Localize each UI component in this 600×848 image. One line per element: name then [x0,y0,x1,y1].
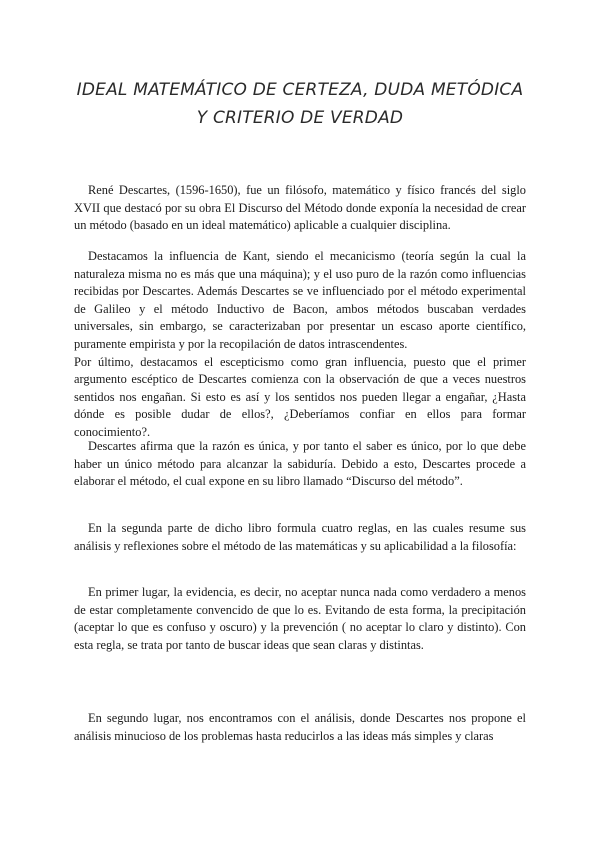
paragraph-text: Por último, destacamos el escepticismo como gran influencia, puesto que el primer argumento escéptico de Descartes comienza con la observación de que a veces nuestros sentidos nos engañan. Si esto es así y los sentidos nos pueden llegar a engañar, ¿Hasta dónde es posible dudar de ellos?, ¿Deberíamos confiar en ellos para formar conocimiento?. [74,354,526,439]
paragraph-reason [74,438,526,491]
paragraph-text: Destacamos la influencia de Kant, siendo el mecanicismo (teoría según la cual la naturaleza misma no es más que una máquina); y el uso puro de la razón como influencias recibidas por Descartes. Además Descartes se ve influenciado por el método experimental de Galileo y el método Inductivo de Bacon, ambos métodos buscaban verdades universales, sin embargo, se caracterizaban por presentar un escaso aporte científico, puramente empirista y por la recopilación de datos intrascendentes. [74,249,526,351]
paragraph-intro [74,182,526,235]
paragraph-rules-intro [74,520,526,555]
paragraph-text: En primer lugar, la evidencia, es decir, no aceptar nunca nada como verdadero a menos de estar completamente convencido de que lo es. Evitando de esta forma, la precipitación (aceptar lo que es confuso y oscuro) y la prevención ( no aceptar lo claro y distinto). Con esta regla, se trata por tanto de buscar ideas que sean claras y distintas. [74,585,526,652]
title-line-1: IDEAL MATEMÁTICO DE CERTEZA, DUDA METÓDICA [76,80,524,100]
paragraph-influences [74,248,526,442]
paragraph-rule-analysis [74,710,526,745]
title-line-2: Y CRITERIO DE VERDAD [196,108,404,128]
paragraph-text: René Descartes, (1596-1650), fue un filósofo, matemático y físico francés del siglo XVII que destacó por su obra El Discurso del Método donde exponía la necesidad de crear un método (basado en un ideal matemático) aplicable a cualquier disciplina. [74,183,526,233]
document-title [40,76,560,132]
paragraph-text: En segundo lugar, nos encontramos con el análisis, donde Descartes nos propone el análisis minucioso de los problemas hasta reducirlos a las ideas más simples y claras [74,711,526,743]
paragraph-rule-evidence [74,584,526,654]
paragraph-text: En la segunda parte de dicho libro formula cuatro reglas, en las cuales resume sus análisis y reflexiones sobre el método de las matemáticas y su aplicabilidad a la filosofía: [74,521,526,553]
paragraph-text: Descartes afirma que la razón es única, y por tanto el saber es único, por lo que debe haber un único método para alcanzar la sabiduría. Debido a esto, Descartes procede a elaborar el método, el cual expone en su libro llamado “Discurso del método”. [74,439,526,489]
